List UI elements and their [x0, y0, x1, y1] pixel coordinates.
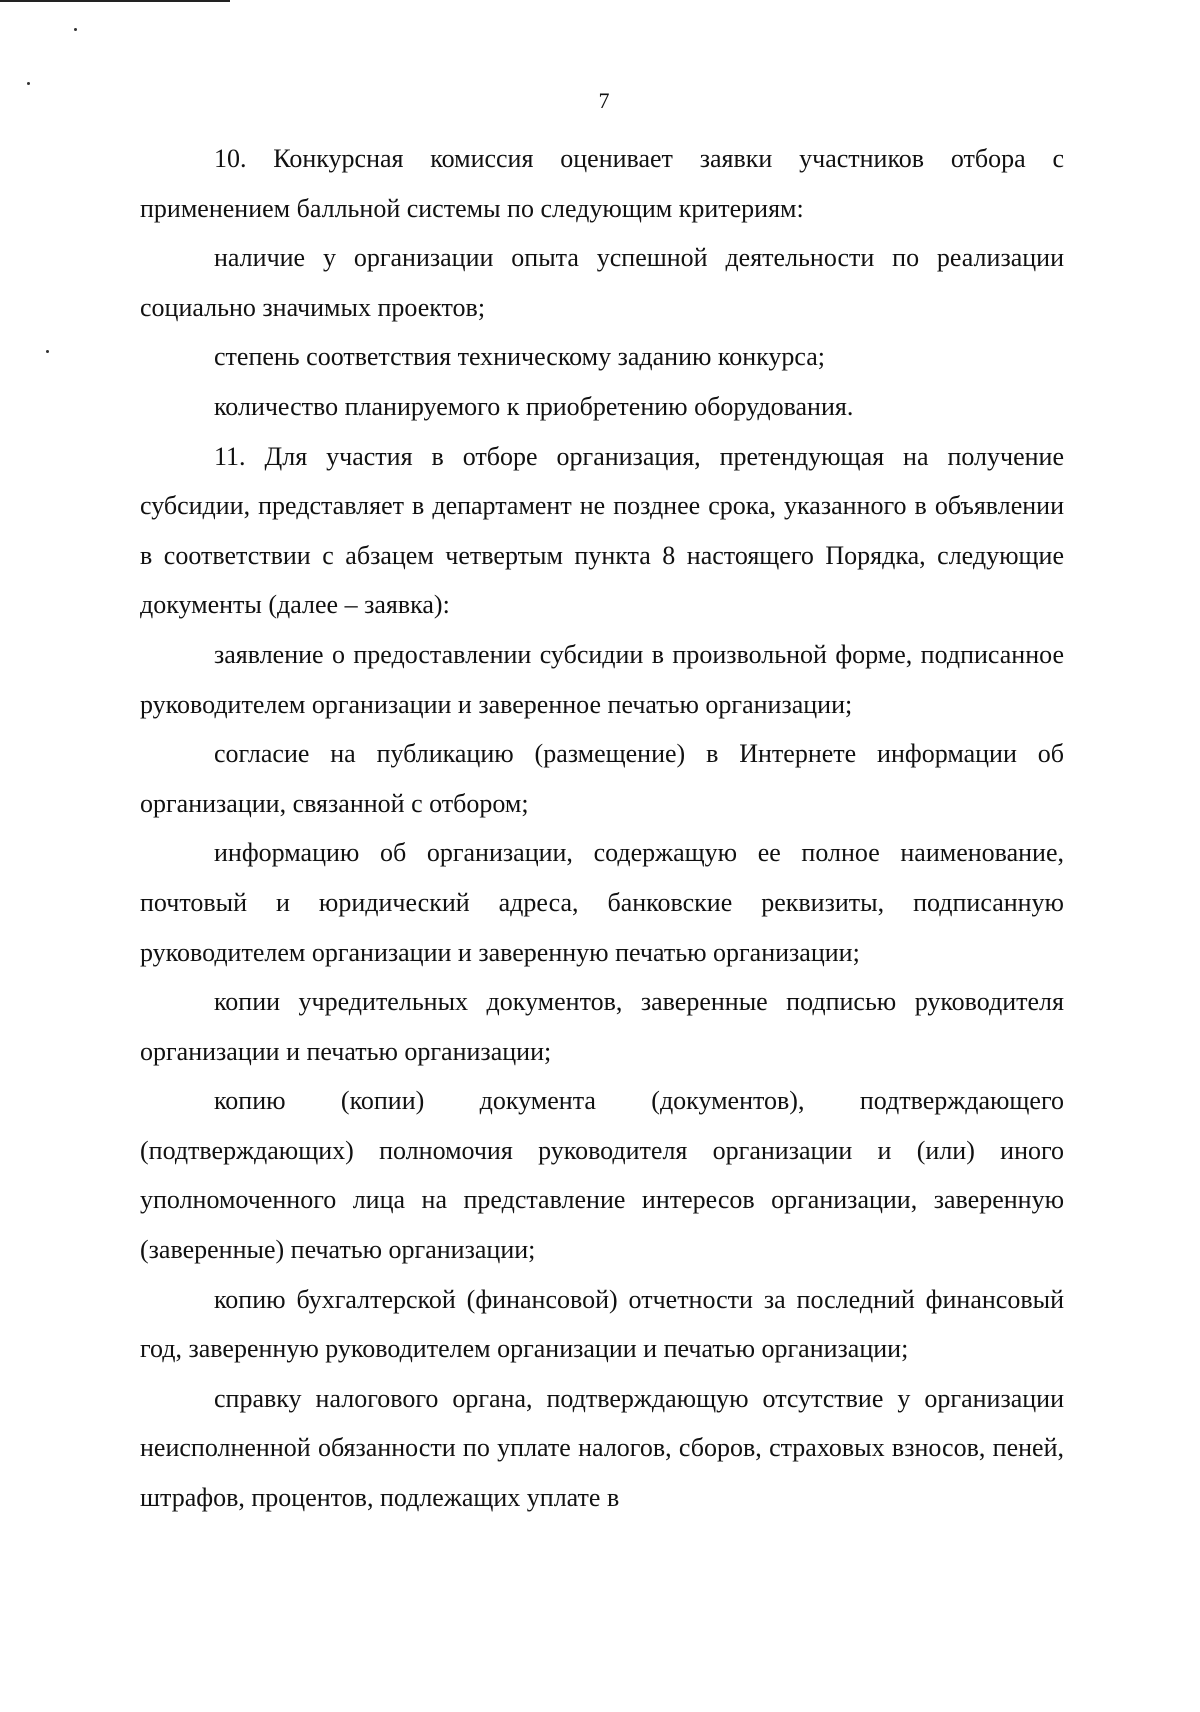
paragraph-criterion-experience: наличие у организации опыта успешной деятельности по реализации социально значимых проектов;: [140, 243, 1064, 322]
paragraph-publication-consent: согласие на публикацию (размещение) в Интернете информации об организации, связанной с отбором;: [140, 739, 1064, 818]
paragraph-authority-documents: копию (копии) документа (документов), подтверждающего (подтверждающих) полномочия руководителя организации и (или) иного уполномоченного лица на представление интересов организации, заверенную (заверенные) печатью организации;: [140, 1086, 1064, 1265]
scan-speck: [74, 28, 77, 31]
body-text: [140, 134, 1064, 1523]
scan-speck: [46, 350, 49, 353]
paragraph-founding-documents: копии учредительных документов, заверенные подписью руководителя организации и печатью организации;: [140, 987, 1064, 1066]
page-number: 7: [598, 88, 610, 113]
paragraph-organization-info: информацию об организации, содержащую ее полное наименование, почтовый и юридический адреса, банковские реквизиты, подписанную руководителем организации и заверенную печатью организации;: [140, 838, 1064, 967]
paragraph-financial-statements: копию бухгалтерской (финансовой) отчетности за последний финансовый год, заверенную руководителем организации и печатью организации;: [140, 1284, 1064, 1364]
scan-speck: [27, 82, 30, 85]
paragraph-item-10: 10. Конкурсная комиссия оценивает заявки участников отбора с применением балльной системы по следующим критериям:: [140, 144, 1064, 223]
paragraph-item-11: 11. Для участия в отборе организация, претендующая на получение субсидии, представляет в департамент не позднее срока, указанного в объявлении в соответствии с абзацем четвертым пункта 8 настоящего Порядка, следующие документы (далее – заявка):: [140, 441, 1064, 620]
paragraph-application-statement: заявление о предоставлении субсидии в произвольной форме, подписанное руководителем организации и заверенное печатью организации;: [140, 639, 1064, 719]
paragraph-tax-certificate: справку налогового органа, подтверждающую отсутствие у организации неисполненной обязанности по уплате налогов, сборов, страховых взносов, пеней, штрафов, процентов, подлежащих уплате в: [140, 1383, 1064, 1513]
paragraph-criterion-equipment: количество планируемого к приобретению оборудования.: [214, 391, 854, 421]
paragraph-criterion-compliance: степень соответствия техническому заданию конкурса;: [214, 342, 826, 372]
scan-edge-line: [0, 0, 230, 2]
